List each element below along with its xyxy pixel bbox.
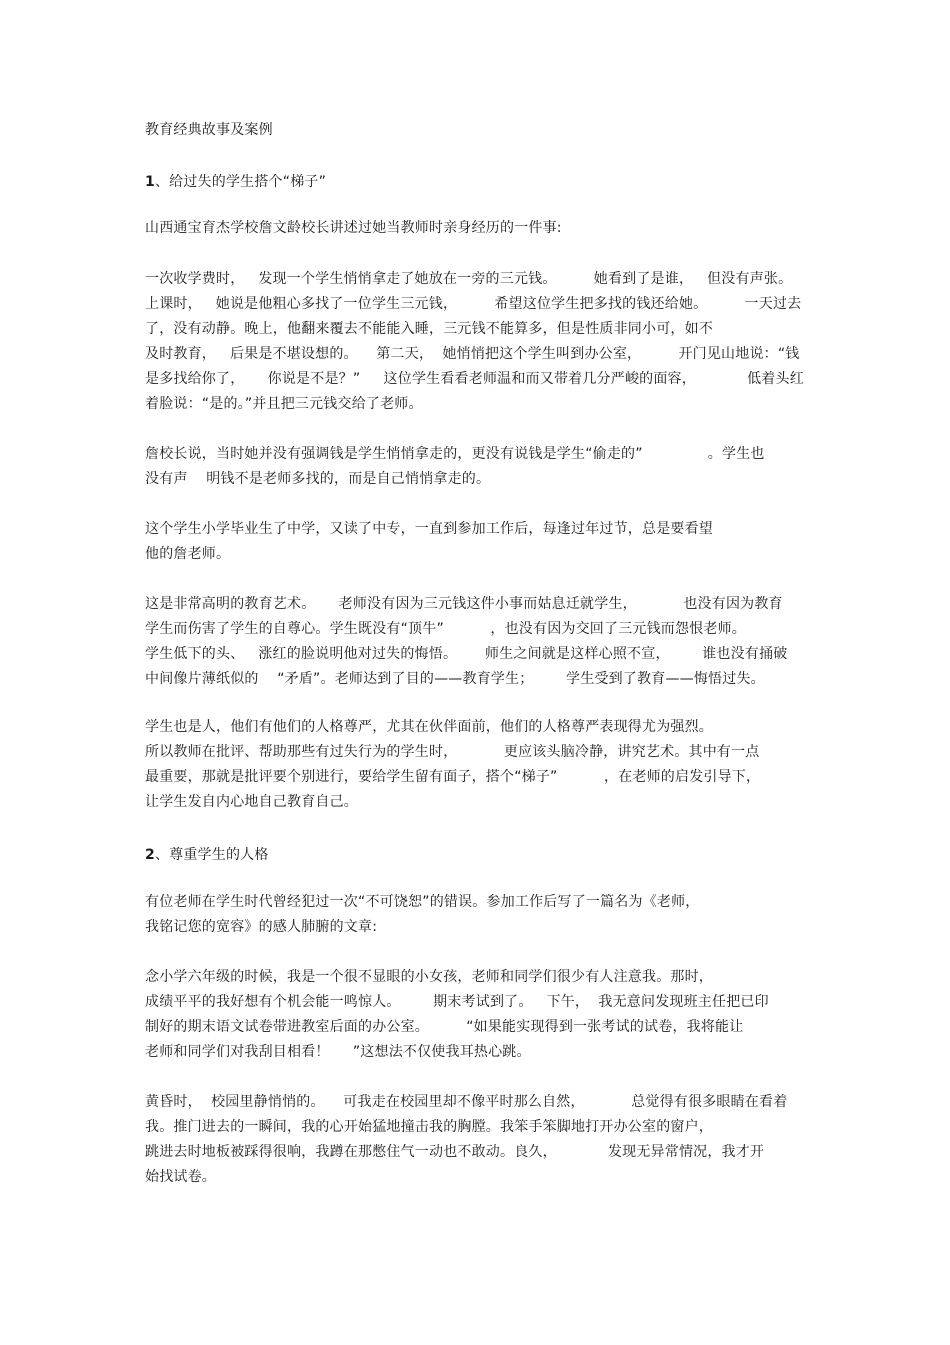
section-1-heading xyxy=(145,173,326,191)
text-line: 学生低下的头、 涨红的脸说明他对过失的悔悟。 师生之间就是这样心照不宣， 谁也没有捅破 xyxy=(145,646,788,662)
text-line: 最重要，那就是批评要个别进行，要给学生留有面子，搭个“梯子” ，在老师的启发引导下， xyxy=(145,769,761,785)
section-2-number: 2 xyxy=(145,847,155,863)
text-line: 学生而伤害了学生的自尊心。学生既没有“顶牛” ，也没有因为交回了三元钱而怨恨老师。 xyxy=(145,621,747,637)
text-line: 制好的期末语文试卷带进教室后面的办公室。 “如果能实现得到一张考试的试卷，我将能让 xyxy=(145,1019,744,1035)
text-line: 詹校长说，当时她并没有强调钱是学生悄悄拿走的，更没有说钱是学生“偷走的” 。学生也 xyxy=(145,446,765,462)
text-line: 中间像片薄纸似的 “矛盾”。老师达到了目的——教育学生； 学生受到了教育——悔悟过失。 xyxy=(145,671,765,687)
text-line: 我。推门进去的一瞬间，我的心开始猛地撞击我的胸膛。我笨手笨脚地打开办公室的窗户， xyxy=(145,1119,713,1135)
text-line: 山西通宝育杰学校詹文龄校长讲述过她当教师时亲身经历的一件事: xyxy=(145,220,562,236)
text-line: 有位老师在学生时代曾经犯过一次“不可饶恕”的错误。参加工作后写了一篇名为《老师， xyxy=(145,894,700,910)
text-line: 跳进去时地板被踩得很响，我蹲在那憋住气一动也不敢动。良久， 发现无异常情况，我才开 xyxy=(145,1144,765,1160)
text-line: 念小学六年级的时候，我是一个很不显眼的小女孩，老师和同学们很少有人注意我。那时， xyxy=(145,969,713,985)
text-line: 了，没有动静。晚上，他翻来覆去不能能入睡，三元钱不能算多，但是性质非同小可，如不 xyxy=(145,321,713,337)
text-line: 上课时， 她说是他粗心多找了一位学生三元钱， 希望这位学生把多找的钱还给她。 一天过去 xyxy=(145,296,802,312)
text-line: 我铭记您的宽容》的感人肺腑的文章: xyxy=(145,919,378,935)
text-line: 及时教育， 后果是不堪设想的。 第二天， 她悄悄把这个学生叫到办公室， 开门见山地说：“钱 xyxy=(145,346,800,362)
text-line: 没有声 明钱不是老师多找的，而是自己悄悄拿走的。 xyxy=(145,471,491,487)
text-line: 这是非常高明的教育艺术。 老师没有因为三元钱这件小事而姑息迁就学生， 也没有因为教育 xyxy=(145,596,783,612)
document-title: 教育经典故事及案例 xyxy=(145,122,273,138)
text-line: 他的詹老师。 xyxy=(145,546,231,562)
text-line: 让学生发自内心地自己教育自己。 xyxy=(145,794,358,810)
text-line: 成绩平平的我好想有个机会能一鸣惊人。 期末考试到了。 下午， 我无意问发现班主任把已印 xyxy=(145,994,769,1010)
text-line: 着脸说：“是的。”并且把三元钱交给了老师。 xyxy=(145,396,423,412)
section-2-heading-text: 、尊重学生的人格 xyxy=(154,847,269,863)
text-line: 所以教师在批评、帮助那些有过失行为的学生时， 更应该头脑冷静，讲究艺术。其中有一点 xyxy=(145,744,760,760)
text-line: 一次收学费时， 发现一个学生悄悄拿走了她放在一旁的三元钱。 她看到了是谁， 但没有声张。 xyxy=(145,271,793,287)
text-line: 老师和同学们对我刮目相看！ ”这想法不仅使我耳热心跳。 xyxy=(145,1044,531,1060)
section-2-heading xyxy=(145,846,269,864)
text-line: 始找试卷。 xyxy=(145,1169,216,1185)
section-1-number: 1 xyxy=(145,174,155,190)
text-line: 黄昏时， 校园里静悄悄的。 可我走在校园里却不像平时那么自然， 总觉得有很多眼睛在看着 xyxy=(145,1094,788,1110)
section-1-heading-text: 、给过失的学生搭个“梯子” xyxy=(154,174,327,190)
text-line: 是多找给你了， 你说是不是？” 这位学生看看老师温和而又带着几分严峻的面容， 低着头红 xyxy=(145,371,804,387)
text-line: 这个学生小学毕业生了中学，又读了中专，一直到参加工作后，每逢过年过节，总是要看望 xyxy=(145,521,713,537)
text-line: 学生也是人，他们有他们的人格尊严，尤其在伙伴面前，他们的人格尊严表现得尤为强烈。 xyxy=(145,719,713,735)
